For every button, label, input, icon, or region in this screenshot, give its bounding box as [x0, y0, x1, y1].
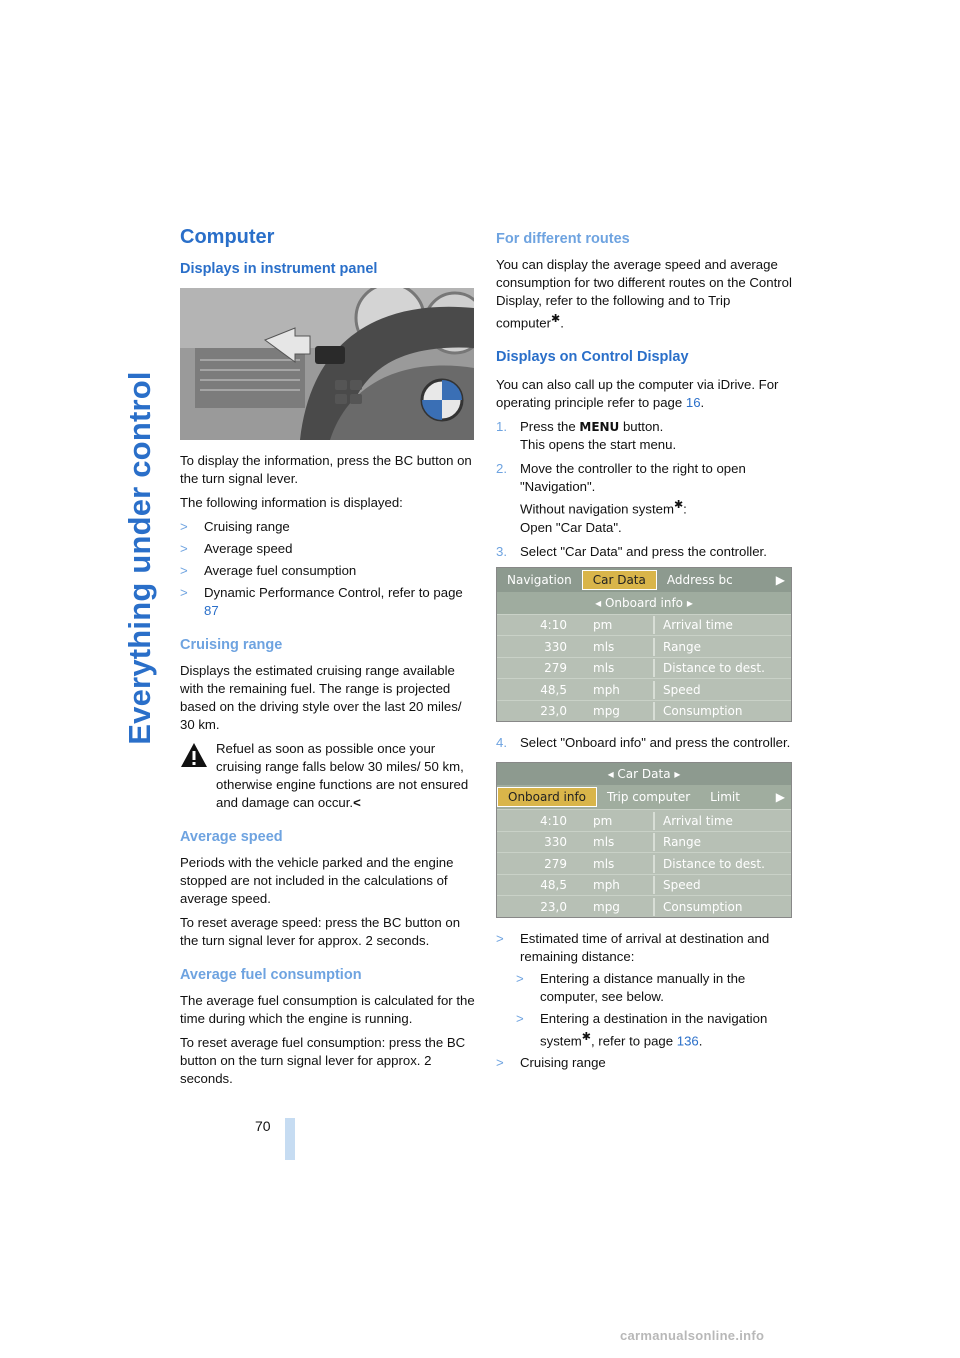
chapter-sidebar	[115, 228, 165, 888]
steering-wheel-illustration	[180, 288, 474, 440]
value: 4:10	[540, 618, 567, 633]
value: 23,0	[540, 899, 567, 914]
step-text: Select "Car Data" and press the controller.	[520, 543, 767, 559]
list-item: > Entering a destination in the navigation system✱, refer to page 136.	[516, 1010, 768, 1049]
step-text: Press the	[520, 419, 580, 435]
list-item: > Cruising range	[180, 519, 290, 534]
tab-onboard-info: Onboard info	[497, 787, 597, 807]
arrow-left-icon: ◂	[607, 767, 618, 782]
table-row	[497, 895, 791, 917]
screen-tabs	[497, 785, 791, 809]
section-heading: Computer	[180, 226, 275, 248]
table-row	[497, 809, 791, 831]
unit: mpg	[593, 704, 620, 719]
step-number: 2.	[496, 461, 507, 477]
value: 330	[544, 835, 567, 850]
routes-heading: For different routes	[496, 231, 630, 247]
list-item: > Average speed	[180, 541, 293, 556]
label: Consumption	[653, 898, 791, 916]
step-4	[496, 734, 792, 752]
bullet-text: Dynamic Performance Control, refer to page	[204, 585, 463, 600]
steering-wheel-photo	[180, 288, 474, 440]
topbar-label: Car Data	[617, 767, 671, 782]
step-text: Open "Car Data".	[520, 519, 622, 535]
arrow-right-icon: ▶	[775, 790, 785, 805]
chapter-title: Everything under control	[122, 371, 157, 745]
warning-note	[180, 740, 476, 812]
step-number: 4.	[496, 735, 507, 751]
value: 4:10	[540, 813, 567, 828]
following-text: The following information is displayed:	[180, 495, 403, 510]
label: Arrival time	[653, 616, 791, 634]
screen-subheader	[497, 592, 791, 614]
intro-text: To display the information, press the BC button on the turn signal lever.	[180, 453, 472, 486]
screen-tabs	[497, 568, 791, 592]
list-item: > Estimated time of arrival at destination and remaining distance:	[496, 930, 770, 964]
arrow-right-icon: ▶	[775, 572, 785, 587]
label: Arrival time	[653, 812, 791, 830]
step-number: 1.	[496, 419, 507, 435]
tab-car-data: Car Data	[582, 570, 657, 590]
label: Speed	[653, 876, 791, 894]
label: Distance to dest.	[653, 855, 791, 873]
page-marker-bar	[285, 1118, 295, 1160]
tab-navigation: Navigation	[507, 572, 572, 587]
warning-text: Refuel as soon as possible once your cruising range falls below 30 miles/ 50 km, otherwise engine functions are not ensured and damage can occur.	[216, 741, 469, 810]
page-number: 70	[255, 1118, 271, 1134]
unit: mls	[593, 661, 615, 676]
control-display-screen-1	[496, 567, 792, 723]
table-row	[497, 700, 791, 722]
unit: mph	[593, 878, 620, 893]
table-row	[497, 614, 791, 636]
cruising-range-heading: Cruising range	[180, 637, 283, 653]
control-display-body: You can also call up the computer via iDrive. For operating principle refer to page	[496, 377, 779, 411]
bullet-text: Entering a destination in the navigation system	[540, 1010, 768, 1049]
table-row	[497, 874, 791, 896]
bullet-text: Estimated time of arrival at destination and remaining distance:	[520, 930, 770, 964]
right-column	[496, 228, 792, 1076]
label: Speed	[653, 681, 791, 699]
page-link[interactable]: 87	[204, 603, 219, 618]
bullet-text: Cruising range	[520, 1055, 606, 1071]
control-display-screen-2	[496, 762, 792, 918]
page-link[interactable]: 136	[676, 1033, 699, 1049]
unit: mph	[593, 682, 620, 697]
screen-rows	[497, 614, 791, 722]
average-fuel-reset: To reset average fuel consumption: press the BC button on the turn signal lever for approx. 2 seconds.	[180, 1035, 466, 1086]
step-number: 3.	[496, 543, 507, 559]
bullet-text: Entering a distance manually in the computer, see below.	[540, 970, 746, 1004]
bullet-text: Average speed	[204, 541, 293, 556]
arrow-right-icon: ▸	[670, 767, 681, 782]
routes-text: You can display the average speed and average consumption for two different routes on the Control Display, refer to the following and to Trip computer✱.	[496, 257, 792, 331]
arrow-left-icon: ◂	[595, 595, 605, 610]
left-column	[180, 228, 476, 1094]
unit: mls	[593, 835, 615, 850]
unit: mls	[593, 856, 615, 871]
screen-rows	[497, 809, 791, 917]
average-speed-text: Periods with the vehicle parked and the engine stopped are not included in the calculations of average speed.	[180, 855, 454, 906]
unit: pm	[593, 618, 613, 633]
value: 279	[544, 661, 567, 676]
tab-trip-computer: Trip computer	[607, 790, 691, 805]
page-link[interactable]: 16	[685, 395, 701, 411]
value: 330	[544, 639, 567, 654]
average-fuel-text: The average fuel consumption is calculated for the time during which the engine is running.	[180, 993, 475, 1026]
step-text: This opens the start menu.	[520, 437, 677, 453]
unit: mpg	[593, 899, 620, 914]
step-3	[496, 543, 792, 561]
step-1	[496, 418, 792, 454]
tab-limit: Limit	[710, 790, 740, 805]
bullet-text: , refer to page	[590, 1033, 677, 1049]
unit: mls	[593, 639, 615, 654]
value: 48,5	[540, 878, 567, 893]
list-item: > Entering a distance manually in the computer, see below.	[516, 970, 746, 1004]
end-mark: <	[353, 795, 361, 810]
list-item: > Cruising range	[496, 1055, 606, 1071]
table-row	[497, 635, 791, 657]
control-display-text: You can also call up the computer via iDrive. For operating principle refer to page 16.	[496, 377, 779, 411]
routes-text-body: You can display the average speed and average consumption for two different routes on the Control Display, refer to the following and to Trip computer	[496, 257, 792, 331]
value: 279	[544, 856, 567, 871]
label: Range	[653, 638, 791, 656]
step-text: Move the controller to the right to open "Navigation".	[520, 461, 746, 495]
subheader-label: Onboard info	[604, 595, 684, 610]
warning-icon	[180, 742, 208, 768]
label: Consumption	[653, 702, 791, 720]
label: Distance to dest.	[653, 659, 791, 677]
footer-watermark: carmanualsonline.info	[620, 1328, 765, 1343]
bullet-text: Average fuel consumption	[204, 563, 357, 578]
step-text: button.	[619, 419, 664, 435]
average-fuel-heading: Average fuel consumption	[180, 967, 362, 983]
screen-topbar	[497, 763, 791, 785]
average-speed-heading: Average speed	[180, 829, 283, 845]
menu-button-label: MENU	[579, 420, 620, 435]
bullet-text: Cruising range	[204, 519, 290, 534]
list-item: > Dynamic Performance Control, refer to page 87	[180, 585, 463, 618]
table-row	[497, 657, 791, 679]
cruising-range-text: Displays the estimated cruising range available with the remaining fuel. The range is projected based on the driving style over the last 20 miles/ 30 km.	[180, 663, 462, 732]
instrument-panel-heading: Displays in instrument panel	[180, 261, 378, 277]
average-speed-reset: To reset average speed: press the BC button on the turn signal lever for approx. 2 seconds.	[180, 915, 461, 948]
arrow-right-icon: ▸	[683, 595, 693, 610]
list-item: > Average fuel consumption	[180, 563, 357, 578]
label: Range	[653, 833, 791, 851]
step-text: Without navigation system	[520, 501, 674, 517]
unit: pm	[593, 813, 613, 828]
control-display-heading: Displays on Control Display	[496, 349, 689, 366]
value: 48,5	[540, 682, 567, 697]
table-row	[497, 678, 791, 700]
step-text: Select "Onboard info" and press the controller.	[520, 735, 791, 751]
table-row	[497, 831, 791, 853]
value: 23,0	[540, 704, 567, 719]
step-2: 2. Move the controller to the right to open "Navigation". Without navigation system✱: Open "Car Data".	[496, 460, 792, 536]
tab-address-book: Address bc	[666, 572, 733, 587]
table-row	[497, 852, 791, 874]
